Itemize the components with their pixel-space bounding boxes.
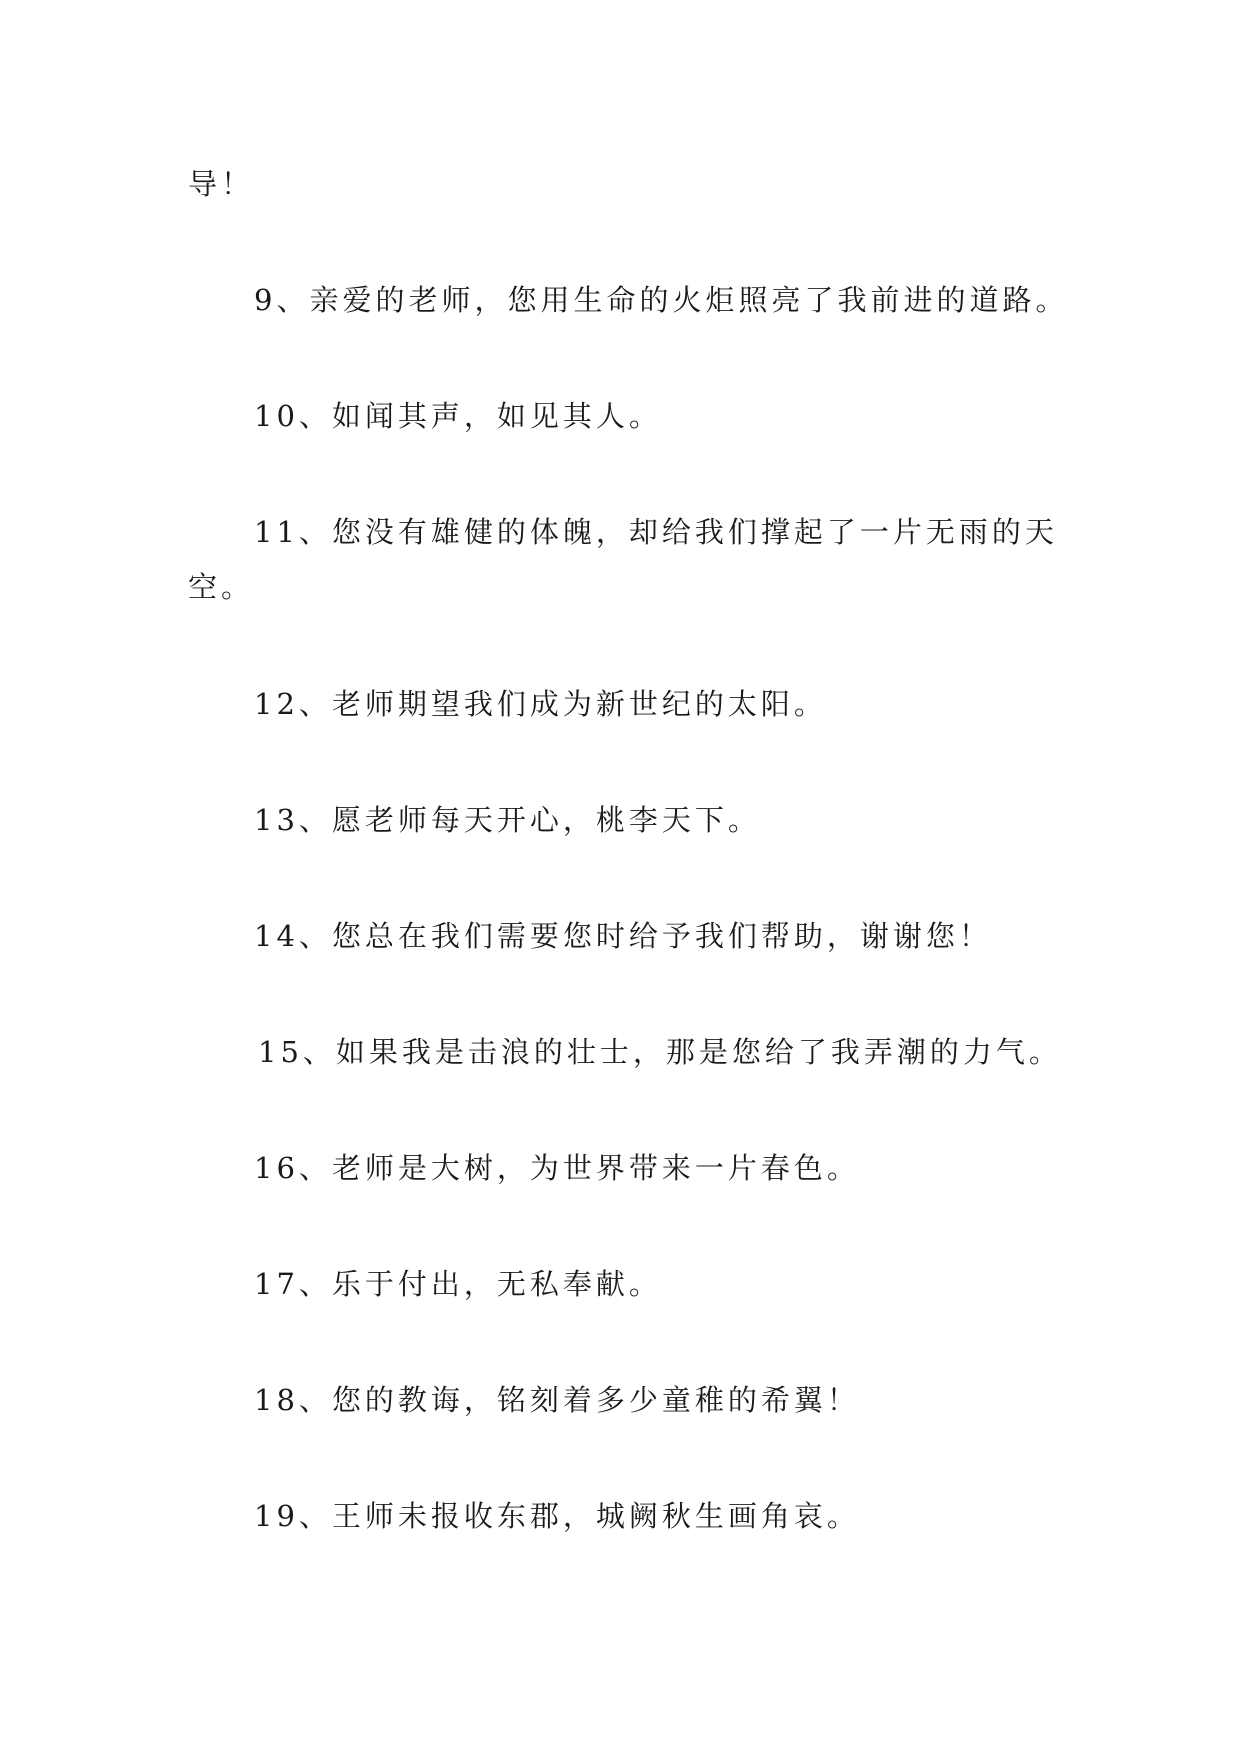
list-item-14: 14、您总在我们需要您时给予我们帮助，谢谢您！: [254, 919, 992, 953]
list-item-12: 12、老师期望我们成为新世纪的太阳。: [254, 687, 827, 721]
list-item-11: 11、您没有雄健的体魄，却给我们撑起了一片无雨的天: [254, 515, 1058, 549]
list-item-19: 19、王师未报收东郡，城阙秋生画角哀。: [254, 1499, 860, 1533]
list-item-11-continuation: 空。: [188, 570, 255, 604]
list-item-15: 15、如果我是击浪的壮士，那是您给了我弄潮的力气。: [258, 1035, 1062, 1069]
list-item-17: 17、乐于付出，无私奉献。: [254, 1267, 662, 1301]
list-item-9: 9、亲爱的老师，您用生命的火炬照亮了我前进的道路。: [254, 283, 1069, 317]
continuation-line: 导！: [188, 167, 255, 201]
list-item-10: 10、如闻其声，如见其人。: [254, 399, 662, 433]
list-item-18: 18、您的教诲，铭刻着多少童稚的希翼！: [254, 1383, 860, 1417]
list-item-13: 13、愿老师每天开心，桃李天下。: [254, 803, 761, 837]
list-item-16: 16、老师是大树，为世界带来一片春色。: [254, 1151, 860, 1185]
